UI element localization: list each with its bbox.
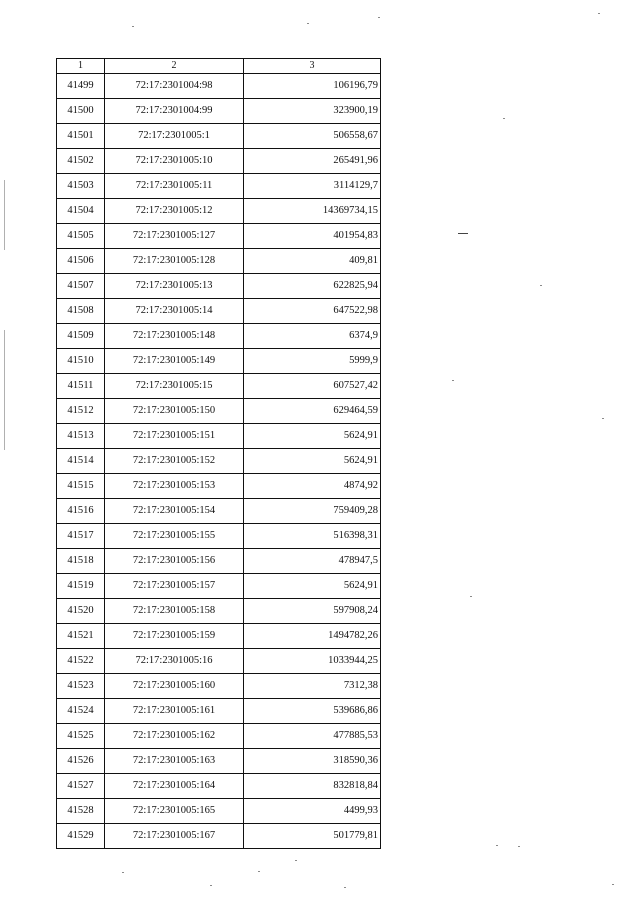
table-row: [57, 824, 381, 849]
cadastral-number-cell: 72:17:2301005:154: [105, 499, 244, 524]
cadastral-number-cell: 72:17:2301005:150: [105, 399, 244, 424]
scan-dash: [458, 233, 468, 234]
value-cell: 5999,9: [244, 349, 381, 374]
table-row: [57, 299, 381, 324]
table-row: [57, 524, 381, 549]
table-row: [57, 449, 381, 474]
scan-speck: [122, 872, 124, 873]
value-cell: 5624,91: [244, 574, 381, 599]
row-number-cell: 41526: [57, 749, 105, 774]
row-number-cell: 41514: [57, 449, 105, 474]
value-cell: 1494782,26: [244, 624, 381, 649]
table-row: [57, 99, 381, 124]
row-number-cell: 41523: [57, 674, 105, 699]
value-cell: 318590,36: [244, 749, 381, 774]
column-header-1: 1: [57, 59, 105, 74]
value-cell: 5624,91: [244, 424, 381, 449]
value-cell: 401954,83: [244, 224, 381, 249]
table-row: [57, 574, 381, 599]
scan-speck: [452, 380, 454, 381]
cadastral-number-cell: 72:17:2301005:149: [105, 349, 244, 374]
table-row: [57, 599, 381, 624]
cadastral-number-cell: 72:17:2301005:155: [105, 524, 244, 549]
cadastral-number-cell: 72:17:2301005:15: [105, 374, 244, 399]
row-number-cell: 41500: [57, 99, 105, 124]
row-number-cell: 41516: [57, 499, 105, 524]
value-cell: 506558,67: [244, 124, 381, 149]
cadastral-number-cell: 72:17:2301005:159: [105, 624, 244, 649]
row-number-cell: 41527: [57, 774, 105, 799]
cadastral-number-cell: 72:17:2301005:10: [105, 149, 244, 174]
scan-speck: [518, 846, 520, 847]
row-number-cell: 41507: [57, 274, 105, 299]
table-body: [57, 59, 381, 849]
scan-speck: [496, 845, 498, 846]
column-header-2: 2: [105, 59, 244, 74]
scan-speck: [295, 860, 297, 861]
value-cell: 4499,93: [244, 799, 381, 824]
row-number-cell: 41510: [57, 349, 105, 374]
row-number-cell: 41512: [57, 399, 105, 424]
row-number-cell: 41503: [57, 174, 105, 199]
table-row: [57, 499, 381, 524]
table-row: [57, 374, 381, 399]
cadastral-number-cell: 72:17:2301005:16: [105, 649, 244, 674]
column-header-3: 3: [244, 59, 381, 74]
cadastral-number-cell: 72:17:2301005:12: [105, 199, 244, 224]
value-cell: 14369734,15: [244, 199, 381, 224]
value-cell: 323900,19: [244, 99, 381, 124]
value-cell: 539686,86: [244, 699, 381, 724]
scan-edge-mark: [4, 330, 5, 450]
table-row: [57, 749, 381, 774]
scan-speck: [612, 884, 614, 885]
scan-speck: [470, 596, 472, 597]
table-row: [57, 674, 381, 699]
value-cell: 622825,94: [244, 274, 381, 299]
value-cell: 832818,84: [244, 774, 381, 799]
row-number-cell: 41509: [57, 324, 105, 349]
row-number-cell: 41513: [57, 424, 105, 449]
row-number-cell: 41522: [57, 649, 105, 674]
cadastral-number-cell: 72:17:2301005:162: [105, 724, 244, 749]
value-cell: 6374,9: [244, 324, 381, 349]
table-row: [57, 349, 381, 374]
cadastral-number-cell: 72:17:2301005:11: [105, 174, 244, 199]
table-row: [57, 799, 381, 824]
table-row: [57, 624, 381, 649]
table-header-row: [57, 59, 381, 74]
table-row: [57, 399, 381, 424]
row-number-cell: 41511: [57, 374, 105, 399]
scan-speck: [258, 871, 260, 872]
scan-speck: [307, 23, 309, 24]
value-cell: 106196,79: [244, 74, 381, 99]
cadastral-number-cell: 72:17:2301005:157: [105, 574, 244, 599]
value-cell: 409,81: [244, 249, 381, 274]
value-cell: 501779,81: [244, 824, 381, 849]
table-row: [57, 174, 381, 199]
row-number-cell: 41518: [57, 549, 105, 574]
cadastral-number-cell: 72:17:2301005:13: [105, 274, 244, 299]
row-number-cell: 41504: [57, 199, 105, 224]
cadastral-table: [56, 58, 381, 849]
table-row: [57, 724, 381, 749]
cadastral-number-cell: 72:17:2301005:165: [105, 799, 244, 824]
table-row: [57, 224, 381, 249]
row-number-cell: 41508: [57, 299, 105, 324]
cadastral-number-cell: 72:17:2301005:158: [105, 599, 244, 624]
cadastral-number-cell: 72:17:2301004:98: [105, 74, 244, 99]
cadastral-number-cell: 72:17:2301005:161: [105, 699, 244, 724]
row-number-cell: 41501: [57, 124, 105, 149]
row-number-cell: 41502: [57, 149, 105, 174]
table-row: [57, 549, 381, 574]
table-row: [57, 649, 381, 674]
value-cell: 607527,42: [244, 374, 381, 399]
cadastral-number-cell: 72:17:2301005:153: [105, 474, 244, 499]
value-cell: 516398,31: [244, 524, 381, 549]
table-row: [57, 74, 381, 99]
value-cell: 477885,53: [244, 724, 381, 749]
row-number-cell: 41525: [57, 724, 105, 749]
table-row: [57, 124, 381, 149]
row-number-cell: 41517: [57, 524, 105, 549]
cadastral-number-cell: 72:17:2301005:156: [105, 549, 244, 574]
scan-speck: [598, 13, 600, 14]
scan-speck: [602, 418, 604, 419]
value-cell: 5624,91: [244, 449, 381, 474]
table-row: [57, 149, 381, 174]
cadastral-number-cell: 72:17:2301005:167: [105, 824, 244, 849]
scan-speck: [344, 887, 346, 888]
row-number-cell: 41529: [57, 824, 105, 849]
row-number-cell: 41521: [57, 624, 105, 649]
cadastral-number-cell: 72:17:2301005:128: [105, 249, 244, 274]
cadastral-number-cell: 72:17:2301005:14: [105, 299, 244, 324]
table-row: [57, 274, 381, 299]
cadastral-number-cell: 72:17:2301005:163: [105, 749, 244, 774]
row-number-cell: 41499: [57, 74, 105, 99]
row-number-cell: 41519: [57, 574, 105, 599]
value-cell: 7312,38: [244, 674, 381, 699]
value-cell: 265491,96: [244, 149, 381, 174]
table-row: [57, 324, 381, 349]
cadastral-number-cell: 72:17:2301005:152: [105, 449, 244, 474]
cadastral-number-cell: 72:17:2301005:164: [105, 774, 244, 799]
row-number-cell: 41528: [57, 799, 105, 824]
cadastral-number-cell: 72:17:2301005:1: [105, 124, 244, 149]
scan-speck: [132, 26, 134, 27]
value-cell: 597908,24: [244, 599, 381, 624]
cadastral-number-cell: 72:17:2301005:151: [105, 424, 244, 449]
table-row: [57, 199, 381, 224]
row-number-cell: 41524: [57, 699, 105, 724]
scan-speck: [540, 285, 542, 286]
row-number-cell: 41520: [57, 599, 105, 624]
table-row: [57, 774, 381, 799]
table-row: [57, 424, 381, 449]
value-cell: 478947,5: [244, 549, 381, 574]
row-number-cell: 41506: [57, 249, 105, 274]
scan-edge-mark: [4, 180, 5, 250]
table-row: [57, 474, 381, 499]
cadastral-number-cell: 72:17:2301005:148: [105, 324, 244, 349]
value-cell: 759409,28: [244, 499, 381, 524]
scan-speck: [378, 17, 380, 18]
table-row: [57, 699, 381, 724]
value-cell: 629464,59: [244, 399, 381, 424]
cadastral-number-cell: 72:17:2301004:99: [105, 99, 244, 124]
value-cell: 4874,92: [244, 474, 381, 499]
table-row: [57, 249, 381, 274]
scan-speck: [503, 118, 505, 119]
cadastral-number-cell: 72:17:2301005:160: [105, 674, 244, 699]
value-cell: 3114129,7: [244, 174, 381, 199]
row-number-cell: 41505: [57, 224, 105, 249]
scan-speck: [210, 885, 212, 886]
value-cell: 1033944,25: [244, 649, 381, 674]
row-number-cell: 41515: [57, 474, 105, 499]
value-cell: 647522,98: [244, 299, 381, 324]
cadastral-number-cell: 72:17:2301005:127: [105, 224, 244, 249]
